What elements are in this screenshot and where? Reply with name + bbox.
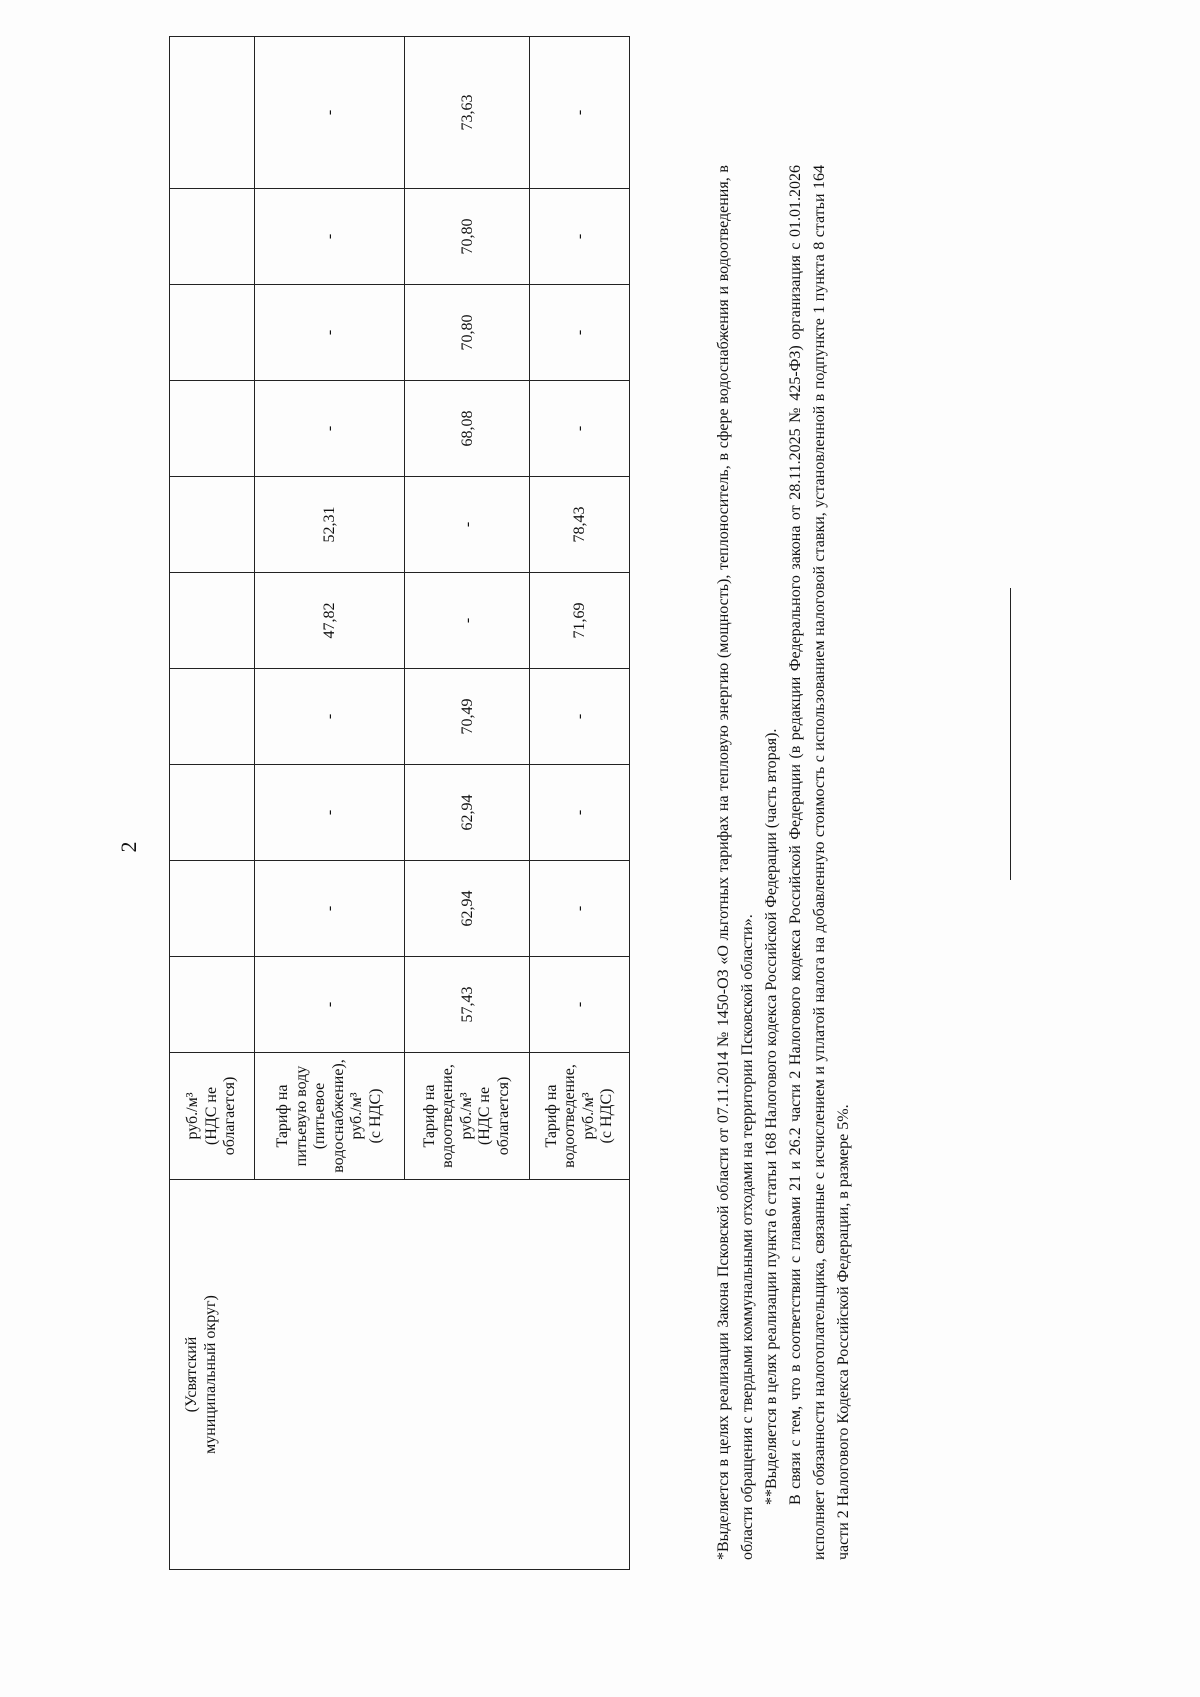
tariff-unit-line: (НДС не	[202, 1086, 220, 1146]
tariff-unit-line: руб./м³	[579, 1092, 597, 1140]
rotated-page-content	[90, 85, 1160, 1585]
tariff-unit-line: (НДС не	[476, 1086, 494, 1146]
tariff-value-cell: -	[530, 189, 630, 285]
tariff-unit-line: водоотведение,	[561, 1064, 578, 1168]
tariff-value-cell: -	[255, 37, 405, 189]
table-row	[170, 37, 255, 1570]
tariff-unit-line: (с НДС)	[598, 1088, 615, 1144]
footnotes	[712, 165, 856, 1560]
tariff-value-cell: 78,43	[530, 477, 630, 573]
tariff-value-cell: 70,80	[405, 285, 530, 381]
tariff-unit-line: питьевую воду	[292, 1065, 310, 1167]
tariff-unit-line: водоснабжение),	[329, 1059, 347, 1173]
tariff-value-cell	[170, 957, 255, 1053]
district-name-line2: муниципальный округ)	[202, 1295, 219, 1454]
tariff-value-cell	[170, 381, 255, 477]
tariff-unit-line: водоотведение,	[439, 1064, 457, 1168]
tariff-value-cell: 70,49	[405, 669, 530, 765]
tariff-value-cell: 68,08	[405, 381, 530, 477]
footnote-1: *Выделяется в целях реализации Закона Псковской области от 07.11.2014 № 1450-ОЗ «О льготных тарифах на тепловую энергию (мощность), теплоноситель, в сфере водоснабжения и водоотведения, в области обращения с твердыми коммунальными отходами на территории Псковской области».	[715, 165, 756, 1560]
tariff-table	[169, 36, 630, 1570]
tariff-unit-line: облагается)	[221, 1076, 239, 1156]
tariff-value-cell: -	[255, 381, 405, 477]
tariff-value-cell	[170, 765, 255, 861]
tariff-value-cell: -	[405, 477, 530, 573]
page-number: 2	[116, 841, 141, 853]
tariff-value-cell: -	[255, 765, 405, 861]
tariff-value-cell: -	[255, 861, 405, 957]
tariff-unit-line: (питьевое	[311, 1082, 328, 1150]
tariff-unit-line: руб./м³	[457, 1092, 475, 1140]
tariff-value-cell: -	[405, 573, 530, 669]
tariff-value-cell: -	[530, 37, 630, 189]
tariff-value-cell	[170, 669, 255, 765]
tariff-unit-cell	[530, 1053, 630, 1180]
district-name-line1: (Усвятский	[183, 1336, 200, 1413]
tariff-value-cell: 73,63	[405, 37, 530, 189]
tariff-value-cell: 52,31	[255, 477, 405, 573]
tariff-value-cell	[170, 573, 255, 669]
tariff-unit-cell	[405, 1053, 530, 1180]
tariff-value-cell: -	[530, 285, 630, 381]
tariff-value-cell: -	[255, 957, 405, 1053]
tariff-value-cell: 62,94	[405, 765, 530, 861]
tariff-unit-cell	[255, 1053, 405, 1180]
tariff-unit-line: Тариф на	[542, 1084, 560, 1148]
tariff-value-cell	[170, 285, 255, 381]
tariff-unit-line: руб./м³	[348, 1092, 365, 1140]
tariff-value-cell: -	[530, 861, 630, 957]
tariff-value-cell: 70,80	[405, 189, 530, 285]
tariff-value-cell: 47,82	[255, 573, 405, 669]
tariff-value-cell	[170, 477, 255, 573]
tariff-unit-line: (с НДС)	[366, 1088, 384, 1144]
tariff-unit-line: руб./м³	[184, 1092, 202, 1140]
tariff-unit-line: Тариф на	[420, 1084, 438, 1148]
tariff-value-cell: -	[530, 765, 630, 861]
separator-line	[1010, 588, 1011, 880]
tariff-value-cell: -	[255, 285, 405, 381]
tariff-value-cell	[170, 861, 255, 957]
tariff-value-cell: -	[530, 381, 630, 477]
tariff-unit-line: облагается)	[494, 1076, 512, 1156]
tariff-unit-cell	[170, 1053, 255, 1180]
tariff-value-cell: 57,43	[405, 957, 530, 1053]
tariff-value-cell: 71,69	[530, 573, 630, 669]
footnote-2: **Выделяется в целях реализации пункта 6 статьи 168 Налогового кодекса Российской Федерации (часть вторая).	[763, 728, 780, 1505]
tariff-value-cell: -	[530, 669, 630, 765]
tariff-value-cell: -	[530, 957, 630, 1053]
tariff-value-cell	[170, 189, 255, 285]
tariff-value-cell	[170, 37, 255, 189]
tariff-value-cell: -	[255, 669, 405, 765]
tariff-unit-line: Тариф на	[274, 1084, 291, 1148]
tariff-value-cell: -	[255, 189, 405, 285]
tariff-value-cell: 62,94	[405, 861, 530, 957]
footnote-3: В связи с тем, что в соответствии с главами 21 и 26.2 части 2 Налогового кодекса Российской Федерации (в редакции Федерального закона от 28.11.2025 № 425-ФЗ) организация с 01.01.2026 исполняет обязанности налогоплательщика, связанные с исчислением и уплатой налога на добавленную стоимость с использованием налоговой ставки, установленной в подпункте 1 пункта 8 статьи 164 части 2 Налогового Кодекса Российской Федерации, в размере 5%.	[787, 165, 852, 1560]
district-cell	[170, 1180, 630, 1570]
